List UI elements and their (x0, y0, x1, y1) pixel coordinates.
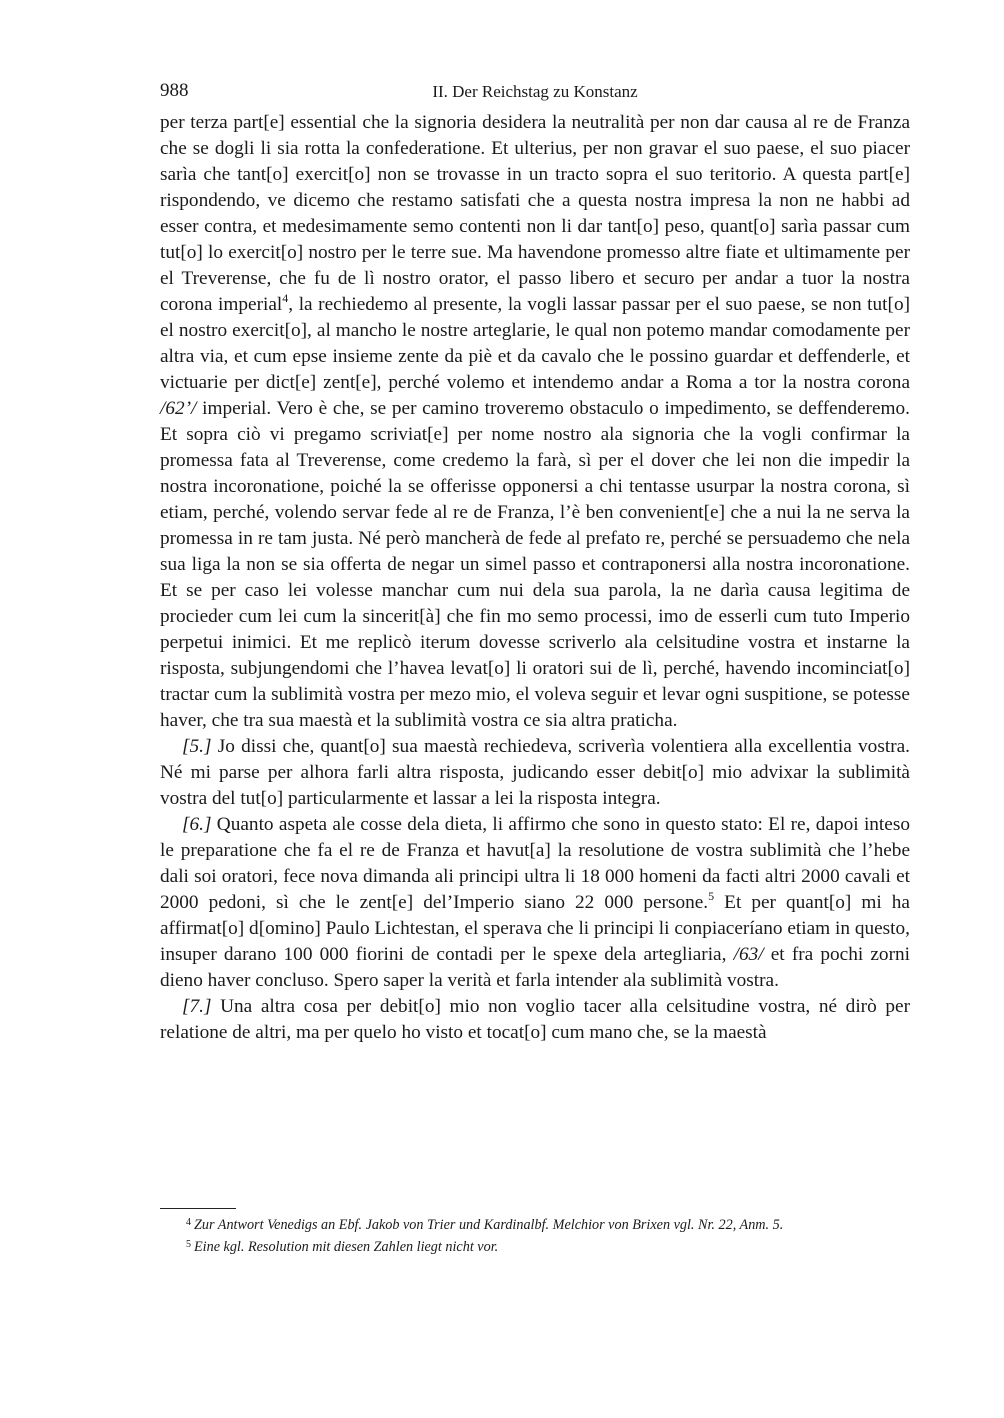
text-segment: Quanto aspeta ale cosse dela dieta, li affirmo che sono in questo stato: El re, dapoi inteso le preparatione che fa el re de Franza et havut[a] la resolutione de vostra sublimità che l’hebe dali soi oratori, fece nova dimanda ali principi ultra li 18 000 homeni da facti altri 2000 cavali et 2000 pedoni, sì che le zent[e] del’Imperio siano 22 000 persone. (160, 814, 910, 913)
paragraph-6 (160, 812, 910, 994)
text-segment: Una altra cosa per debit[o] mio non voglio tacer alla celsitudine vostra, né dirò per relatione de altri, ma per quelo ho visto et tocat[o] cum mano che, se la maestà (160, 996, 910, 1043)
paragraph-5 (160, 734, 910, 812)
paragraph-continuation (160, 110, 910, 734)
footnote-rule (160, 1208, 236, 1209)
footnote-mark: 5 (186, 1239, 191, 1250)
folio-marker: /63/ (733, 944, 764, 965)
page (160, 76, 910, 1046)
text-segment: Jo dissi che, quant[o] sua maestà rechiedeva, scriverìa volentiera alla excellentia vostra. Né mi parse per alhora farli altra risposta, judicando esser debit[o] mio advixar la sublimità vostra del tut[o] particularmente et lassar a lei la risposta integra. (160, 736, 910, 809)
footnote-reference[interactable]: 5 (708, 889, 715, 903)
footnote-text: Zur Antwort Venedigs an Ebf. Jakob von Trier und Kardinalbf. Melchior von Brixen vgl. Nr. 22, Anm. 5. (194, 1217, 784, 1233)
footnote-mark: 4 (186, 1217, 191, 1228)
paragraph-number: [6.] (182, 814, 212, 835)
footnotes (160, 1208, 920, 1257)
footnote (160, 1213, 920, 1235)
paragraph-number: [5.] (182, 736, 212, 757)
text-segment: et fra pochi zorni dieno haver concluso. Spero saper la verità et farla intender ala sublimità vostra. (160, 944, 910, 991)
page-number: 988 (160, 80, 189, 101)
text-segment: imperial. Vero è che, se per camino troveremo obstaculo o impedimento, se deffenderemo. Et sopra ciò vi pregamo scriviat[e] per nome nostro ala signoria che la vogli confirmar la promessa fata al Treverense, come credemo la farà, sì per el dover che lei non die impedir la nostra incoronatione, poiché la se offerisse opponersi a chi tentasse usurpar la nostra corona, sì etiam, perché, volendo servar fede al re de Franza, l’è ben convenient[e] che a nui la ne serva la promessa in re tam justa. Né però mancherà de fede al prefato re, perché se persuademo che nela sua liga la non se sia offerta de negar un simel passo et contraponersi alla nostra incoronatione. Et se per caso lei volesse manchar cum nui dela sua parola, la ne darìa causa legitima de procieder cum lei cum la sincerit[à] che fin mo semo processi, imo de esserli cum tuto Imperio perpetui inimici. Et me replicò iterum dovesse scriverlo ala celsitudine vostra et instarne la risposta, subjungendomi che l’havea levat[o] li oratori sui de lì, perché, havendo incominciat[o] tractar cum la sublimità vostra per mezo mio, el voleva seguir et levar ogni suspitione, se potesse haver, che tra sua maestà et la sublimità vostra ce sia altra praticha. (160, 398, 910, 731)
folio-marker: /62’/ (160, 398, 197, 419)
running-head: II. Der Reichstag zu Konstanz (432, 82, 638, 101)
text-segment: , la rechiedemo al presente, la vogli lassar passar per el suo paese, se non tut[o] el nostro exercit[o], al mancho le nostre arteglarie, le qual non potemo mandar comodamente per altra via, et cum epse insieme zente da piè et da cavalo che le possino guardar et deffenderle, et victuarie per dict[e] zent[e], perché volemo et intendemo andar a Roma a tor la nostra corona (160, 294, 911, 393)
paragraph-7 (160, 994, 910, 1046)
footnote (160, 1235, 920, 1257)
text-segment: per terza part[e] essential che la signoria desidera la neutralità per non dar causa al re de Franza che se dogli li sia rotta la confederatione. Et ulterius, per non gravar el suo paese, el suo piacer sarìa che tant[o] exercit[o] non se trovasse in un tracto sopra el suo teritorio. A questa part[e] rispondendo, ve dicemo che restamo satisfati che a questa nostra impresa la non ne habbi ad esser contra, et medesimamente semo contenti non li dar tant[o] peso, quant[o] sarìa passar cum tut[o] lo exercit[o] nostro per le terre sue. Ma havendone promesso altre fiate et ultimamente per el Treverense, che fu de lì nostro orator, el passo libero et securo per andar a tuor la nostra corona imperial (160, 112, 910, 315)
footnote-text: Eine kgl. Resolution mit diesen Zahlen liegt nicht vor. (194, 1239, 499, 1255)
footnote-reference[interactable]: 4 (282, 291, 289, 305)
paragraph-number: [7.] (182, 996, 212, 1017)
body-text (160, 110, 910, 1046)
page-header (160, 76, 910, 110)
text-segment: Et per quant[o] mi ha affirmat[o] d[omino] Paulo Lichtestan, el sperava che li principi li conpiaceríano etiam in questo, insuper darano 100 000 fiorini de contadi per le spexe dela artegliaria, (160, 892, 910, 965)
